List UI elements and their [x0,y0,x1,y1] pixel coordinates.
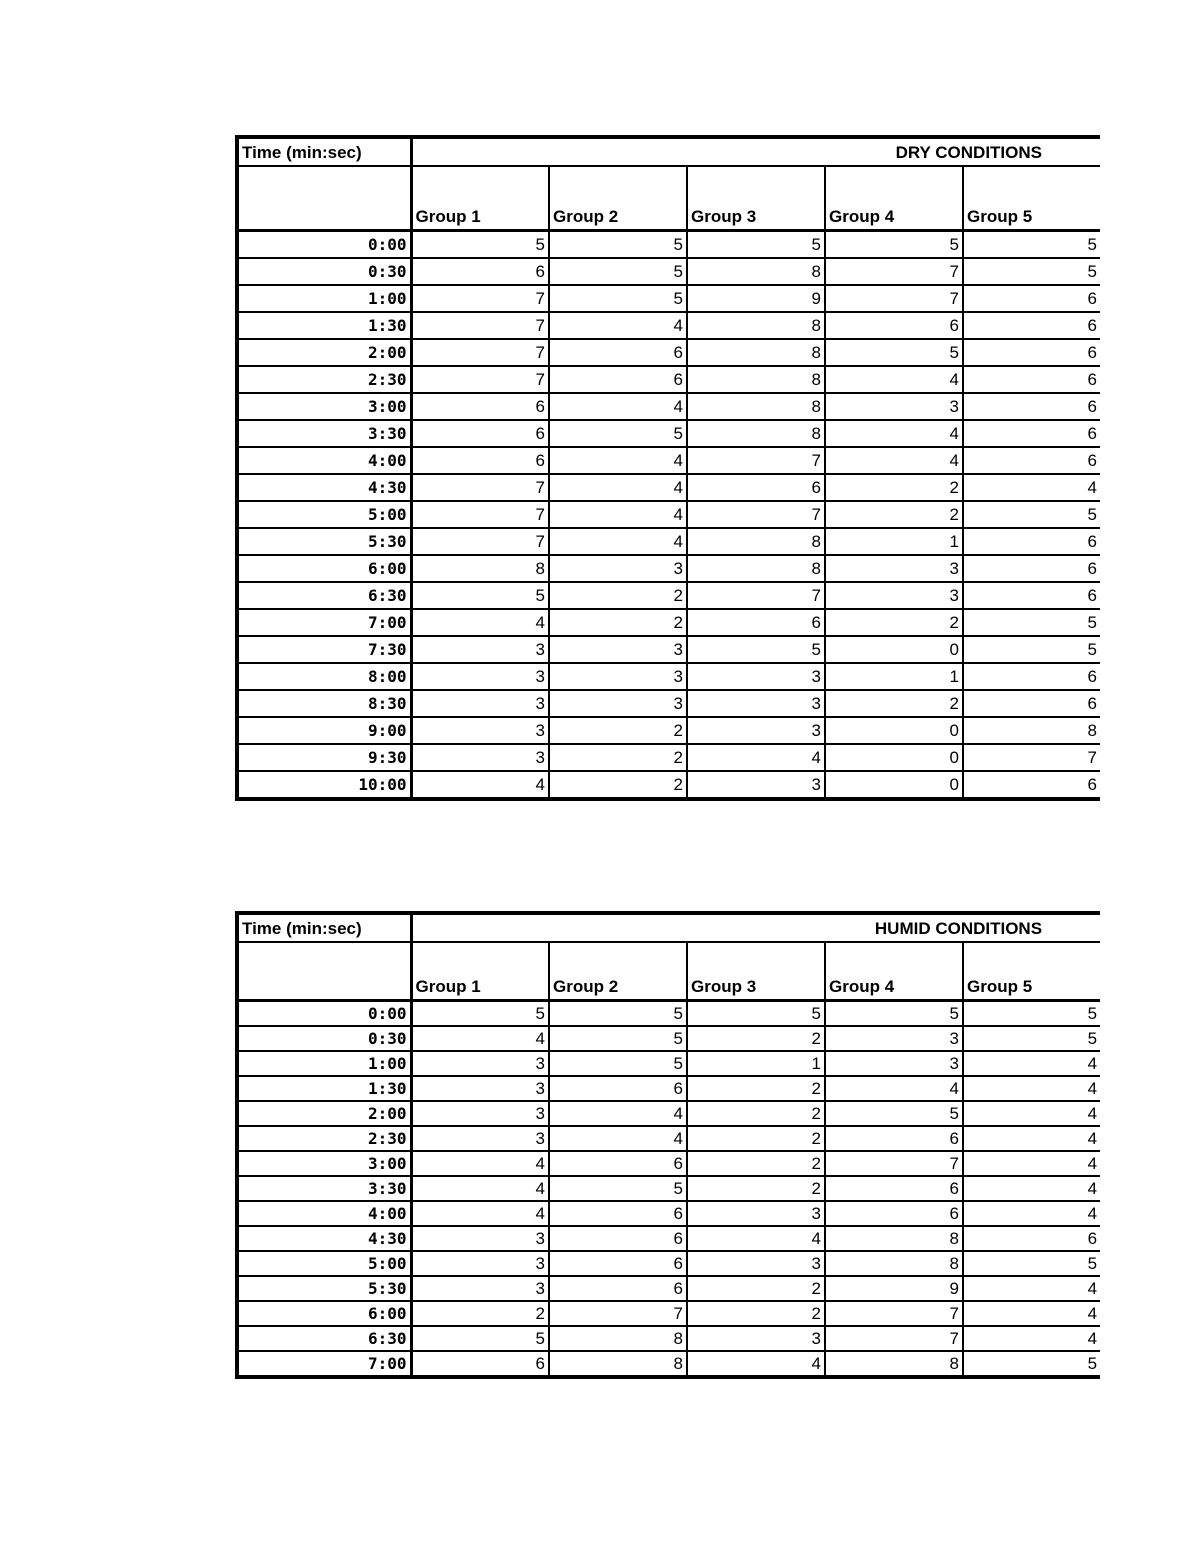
group-1-value-cell: 7 [411,501,549,528]
time-cell: 3:00 [237,1151,411,1176]
group-2-header: Group 2 [549,942,687,1001]
group-2-value-cell: 4 [549,1101,687,1126]
table-row [237,609,1100,636]
group-2-value-cell: 5 [549,285,687,312]
group-1-value-cell: 2 [411,1301,549,1326]
title-row [237,913,1100,942]
group-5-value-cell: 4 [963,1126,1100,1151]
time-cell: 8:00 [237,663,411,690]
group-4-value-cell: 0 [825,771,963,799]
group-5-value-cell: 6 [963,663,1100,690]
group-3-header: Group 3 [687,166,825,231]
group-3-value-cell: 6 [687,474,825,501]
group-4-value-cell: 1 [825,528,963,555]
time-header-blank [237,166,411,231]
group-5-value-cell: 6 [963,528,1100,555]
table-row [237,1076,1100,1101]
group-1-value-cell: 4 [411,1201,549,1226]
group-3-value-cell: 5 [687,636,825,663]
group-5-value-cell: 5 [963,1251,1100,1276]
group-4-value-cell: 3 [825,582,963,609]
dry-conditions-title: DRY CONDITIONS [411,137,1100,166]
group-3-value-cell: 1 [687,1051,825,1076]
group-2-value-cell: 4 [549,528,687,555]
group-3-value-cell: 8 [687,312,825,339]
group-4-value-cell: 5 [825,231,963,259]
table-row [237,663,1100,690]
group-4-value-cell: 3 [825,393,963,420]
group-2-value-cell: 5 [549,1051,687,1076]
group-3-value-cell: 5 [687,1001,825,1027]
group-1-value-cell: 3 [411,1076,549,1101]
group-5-value-cell: 6 [963,555,1100,582]
group-4-value-cell: 4 [825,447,963,474]
group-5-value-cell: 6 [963,393,1100,420]
group-4-value-cell: 3 [825,555,963,582]
group-5-value-cell: 4 [963,1201,1100,1226]
group-3-value-cell: 8 [687,366,825,393]
table-row [237,366,1100,393]
group-5-value-cell: 4 [963,1326,1100,1351]
time-cell: 2:00 [237,339,411,366]
table-row [237,690,1100,717]
table-row [237,501,1100,528]
group-3-value-cell: 6 [687,609,825,636]
group-2-value-cell: 5 [549,1176,687,1201]
group-1-value-cell: 3 [411,1251,549,1276]
group-3-value-cell: 4 [687,1226,825,1251]
table-row [237,528,1100,555]
group-1-value-cell: 3 [411,1051,549,1076]
group-3-header: Group 3 [687,942,825,1001]
group-2-value-cell: 3 [549,663,687,690]
group-5-value-cell: 6 [963,582,1100,609]
group-5-value-cell: 4 [963,1076,1100,1101]
table-row [237,1301,1100,1326]
group-3-value-cell: 3 [687,690,825,717]
group-5-value-cell: 6 [963,339,1100,366]
group-2-value-cell: 4 [549,474,687,501]
group-1-value-cell: 8 [411,555,549,582]
group-3-value-cell: 2 [687,1151,825,1176]
group-5-value-cell: 6 [963,366,1100,393]
group-3-value-cell: 8 [687,528,825,555]
group-2-value-cell: 4 [549,447,687,474]
table-row [237,447,1100,474]
group-2-value-cell: 6 [549,366,687,393]
table-row [237,1276,1100,1301]
column-header-row [237,942,1100,1001]
group-2-value-cell: 6 [549,1251,687,1276]
table-row [237,1151,1100,1176]
group-5-value-cell: 5 [963,258,1100,285]
group-1-value-cell: 3 [411,1226,549,1251]
group-2-value-cell: 4 [549,1126,687,1151]
group-2-value-cell: 5 [549,231,687,259]
time-cell: 6:30 [237,582,411,609]
time-cell: 5:30 [237,1276,411,1301]
time-header: Time (min:sec) [237,913,411,942]
group-4-value-cell: 7 [825,285,963,312]
time-cell: 5:00 [237,1251,411,1276]
group-2-value-cell: 6 [549,1276,687,1301]
group-3-value-cell: 3 [687,663,825,690]
group-3-value-cell: 8 [687,420,825,447]
group-4-value-cell: 4 [825,420,963,447]
group-5-value-cell: 5 [963,231,1100,259]
group-3-value-cell: 8 [687,555,825,582]
time-cell: 9:00 [237,717,411,744]
group-1-value-cell: 4 [411,1176,549,1201]
group-4-header: Group 4 [825,942,963,1001]
time-cell: 5:30 [237,528,411,555]
group-3-value-cell: 8 [687,393,825,420]
group-2-value-cell: 5 [549,1001,687,1027]
group-5-value-cell: 6 [963,447,1100,474]
group-1-value-cell: 3 [411,744,549,771]
time-cell: 0:30 [237,1026,411,1051]
group-4-value-cell: 6 [825,1201,963,1226]
group-2-value-cell: 3 [549,690,687,717]
table-row [237,555,1100,582]
column-header-row [237,166,1100,231]
group-3-value-cell: 3 [687,717,825,744]
group-2-value-cell: 2 [549,582,687,609]
group-3-value-cell: 4 [687,1351,825,1377]
time-cell: 9:30 [237,744,411,771]
time-cell: 7:00 [237,1351,411,1377]
time-cell: 4:00 [237,1201,411,1226]
group-4-value-cell: 6 [825,1176,963,1201]
group-1-value-cell: 3 [411,1276,549,1301]
group-1-value-cell: 3 [411,717,549,744]
time-cell: 6:00 [237,1301,411,1326]
group-3-value-cell: 8 [687,339,825,366]
group-2-value-cell: 2 [549,717,687,744]
time-cell: 2:00 [237,1101,411,1126]
group-1-header: Group 1 [411,166,549,231]
time-cell: 4:30 [237,1226,411,1251]
group-3-value-cell: 9 [687,285,825,312]
group-4-value-cell: 7 [825,258,963,285]
table-row [237,1251,1100,1276]
group-5-value-cell: 5 [963,636,1100,663]
table-row [237,285,1100,312]
humid-conditions-table [235,911,1100,1379]
time-cell: 0:00 [237,231,411,259]
group-1-value-cell: 3 [411,663,549,690]
time-cell: 2:30 [237,366,411,393]
group-4-value-cell: 1 [825,663,963,690]
group-4-value-cell: 8 [825,1351,963,1377]
group-5-value-cell: 7 [963,744,1100,771]
group-4-value-cell: 6 [825,312,963,339]
table-row [237,744,1100,771]
group-2-value-cell: 6 [549,1076,687,1101]
table-row [237,474,1100,501]
group-4-value-cell: 8 [825,1226,963,1251]
group-4-value-cell: 9 [825,1276,963,1301]
table-row [237,582,1100,609]
group-4-value-cell: 2 [825,501,963,528]
group-2-value-cell: 5 [549,420,687,447]
group-5-value-cell: 6 [963,690,1100,717]
table-row [237,231,1100,259]
time-cell: 1:30 [237,312,411,339]
table-row [237,1201,1100,1226]
time-cell: 7:30 [237,636,411,663]
group-4-value-cell: 5 [825,1001,963,1027]
group-5-header: Group 5 [963,166,1100,231]
group-4-value-cell: 7 [825,1301,963,1326]
time-cell: 3:30 [237,1176,411,1201]
table-row [237,1101,1100,1126]
table-row [237,1051,1100,1076]
group-5-value-cell: 6 [963,285,1100,312]
group-3-value-cell: 2 [687,1301,825,1326]
group-3-value-cell: 7 [687,447,825,474]
group-5-value-cell: 5 [963,609,1100,636]
group-3-value-cell: 7 [687,501,825,528]
group-2-value-cell: 2 [549,744,687,771]
group-1-value-cell: 7 [411,339,549,366]
group-3-value-cell: 4 [687,744,825,771]
group-3-value-cell: 7 [687,582,825,609]
time-header-blank [237,942,411,1001]
time-cell: 4:30 [237,474,411,501]
group-5-value-cell: 5 [963,1026,1100,1051]
group-4-value-cell: 0 [825,744,963,771]
group-1-value-cell: 6 [411,1351,549,1377]
time-cell: 0:30 [237,258,411,285]
group-5-value-cell: 4 [963,1151,1100,1176]
group-3-value-cell: 2 [687,1026,825,1051]
group-4-value-cell: 5 [825,339,963,366]
group-2-value-cell: 4 [549,393,687,420]
table-row [237,393,1100,420]
humid-conditions-title: HUMID CONDITIONS [411,913,1100,942]
group-2-value-cell: 5 [549,258,687,285]
group-1-value-cell: 4 [411,1151,549,1176]
group-3-value-cell: 3 [687,771,825,799]
group-1-value-cell: 7 [411,285,549,312]
group-1-value-cell: 5 [411,1326,549,1351]
group-4-value-cell: 2 [825,690,963,717]
group-5-value-cell: 6 [963,771,1100,799]
group-3-value-cell: 5 [687,231,825,259]
group-4-value-cell: 2 [825,609,963,636]
time-cell: 6:30 [237,1326,411,1351]
group-2-value-cell: 3 [549,636,687,663]
table-row [237,420,1100,447]
group-5-value-cell: 5 [963,501,1100,528]
group-3-value-cell: 2 [687,1276,825,1301]
table-row [237,771,1100,799]
table-row [237,1226,1100,1251]
group-5-value-cell: 6 [963,1226,1100,1251]
table-row [237,1126,1100,1151]
group-5-value-cell: 4 [963,474,1100,501]
title-row [237,137,1100,166]
group-5-header: Group 5 [963,942,1100,1001]
table-row [237,1351,1100,1377]
group-4-value-cell: 7 [825,1151,963,1176]
group-1-value-cell: 4 [411,609,549,636]
time-cell: 4:00 [237,447,411,474]
group-3-value-cell: 3 [687,1201,825,1226]
time-cell: 1:00 [237,285,411,312]
group-2-value-cell: 8 [549,1326,687,1351]
table-row [237,1176,1100,1201]
group-3-value-cell: 8 [687,258,825,285]
group-4-value-cell: 3 [825,1026,963,1051]
group-2-value-cell: 6 [549,1201,687,1226]
time-cell: 5:00 [237,501,411,528]
table-row [237,1001,1100,1027]
group-4-value-cell: 8 [825,1251,963,1276]
group-3-value-cell: 2 [687,1126,825,1151]
group-1-value-cell: 4 [411,771,549,799]
time-header: Time (min:sec) [237,137,411,166]
group-2-value-cell: 6 [549,1151,687,1176]
group-5-value-cell: 6 [963,420,1100,447]
table-row [237,636,1100,663]
table-row [237,717,1100,744]
group-5-value-cell: 4 [963,1101,1100,1126]
group-2-value-cell: 4 [549,501,687,528]
group-5-value-cell: 4 [963,1276,1100,1301]
group-2-value-cell: 5 [549,1026,687,1051]
group-5-value-cell: 4 [963,1301,1100,1326]
group-1-value-cell: 7 [411,528,549,555]
group-1-value-cell: 6 [411,447,549,474]
group-5-value-cell: 4 [963,1051,1100,1076]
group-2-value-cell: 7 [549,1301,687,1326]
group-1-value-cell: 6 [411,258,549,285]
group-1-value-cell: 3 [411,1101,549,1126]
time-cell: 3:30 [237,420,411,447]
group-2-value-cell: 3 [549,555,687,582]
group-5-value-cell: 5 [963,1351,1100,1377]
time-cell: 10:00 [237,771,411,799]
group-2-value-cell: 8 [549,1351,687,1377]
group-4-value-cell: 4 [825,366,963,393]
group-5-value-cell: 6 [963,312,1100,339]
group-3-value-cell: 2 [687,1101,825,1126]
group-4-header: Group 4 [825,166,963,231]
group-4-value-cell: 4 [825,1076,963,1101]
time-cell: 6:00 [237,555,411,582]
group-5-value-cell: 8 [963,717,1100,744]
group-5-value-cell: 4 [963,1176,1100,1201]
time-cell: 1:00 [237,1051,411,1076]
group-1-value-cell: 3 [411,1126,549,1151]
group-2-value-cell: 4 [549,312,687,339]
group-5-value-cell: 5 [963,1001,1100,1027]
group-1-value-cell: 6 [411,420,549,447]
group-1-header: Group 1 [411,942,549,1001]
time-cell: 2:30 [237,1126,411,1151]
group-1-value-cell: 4 [411,1026,549,1051]
time-cell: 1:30 [237,1076,411,1101]
group-4-value-cell: 3 [825,1051,963,1076]
group-1-value-cell: 7 [411,366,549,393]
group-4-value-cell: 2 [825,474,963,501]
group-3-value-cell: 3 [687,1251,825,1276]
group-1-value-cell: 5 [411,582,549,609]
group-4-value-cell: 0 [825,717,963,744]
group-1-value-cell: 5 [411,231,549,259]
group-4-value-cell: 6 [825,1126,963,1151]
group-1-value-cell: 5 [411,1001,549,1027]
group-2-value-cell: 6 [549,339,687,366]
group-1-value-cell: 6 [411,393,549,420]
table-row [237,339,1100,366]
time-cell: 3:00 [237,393,411,420]
group-3-value-cell: 3 [687,1326,825,1351]
time-cell: 0:00 [237,1001,411,1027]
group-4-value-cell: 0 [825,636,963,663]
group-2-value-cell: 6 [549,1226,687,1251]
group-3-value-cell: 2 [687,1176,825,1201]
group-4-value-cell: 5 [825,1101,963,1126]
group-2-header: Group 2 [549,166,687,231]
group-1-value-cell: 7 [411,474,549,501]
table-row [237,312,1100,339]
group-4-value-cell: 7 [825,1326,963,1351]
table-row [237,1326,1100,1351]
group-1-value-cell: 3 [411,636,549,663]
time-cell: 7:00 [237,609,411,636]
group-1-value-cell: 3 [411,690,549,717]
group-2-value-cell: 2 [549,609,687,636]
table-row [237,258,1100,285]
group-3-value-cell: 2 [687,1076,825,1101]
dry-conditions-table [235,135,1100,801]
table-row [237,1026,1100,1051]
group-2-value-cell: 2 [549,771,687,799]
group-1-value-cell: 7 [411,312,549,339]
time-cell: 8:30 [237,690,411,717]
